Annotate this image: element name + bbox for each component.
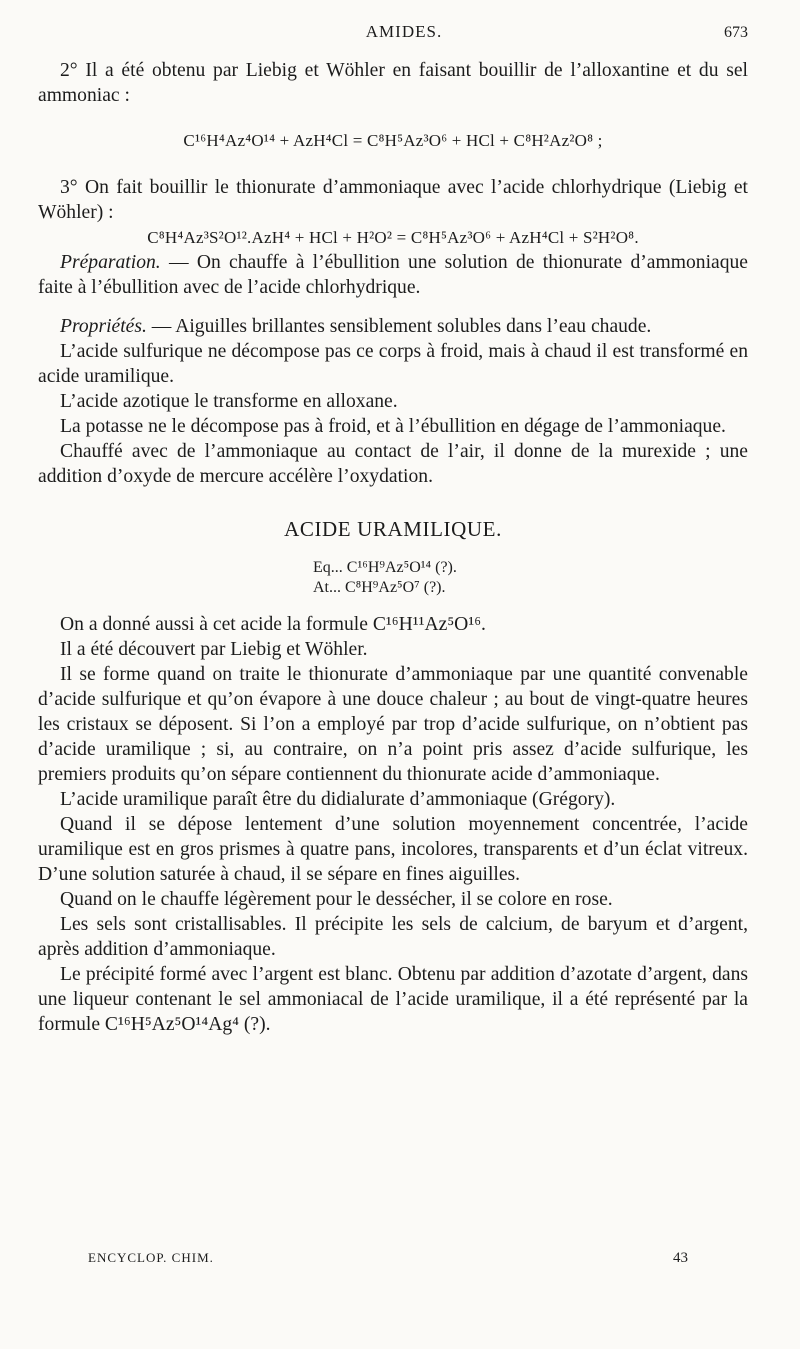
section-title: ACIDE URAMILIQUE. [284, 517, 502, 541]
footer-sheet-number: 43 [673, 1250, 688, 1266]
paragraph-azotique: L’acide azotique le transforme en alloxane. [60, 391, 398, 412]
paragraph-heating: Quand on le chauffe légèrement pour le dessécher, il se colore en rose. [60, 889, 613, 910]
paragraph-thionurate: 3° On fait bouillir le thionurate d’ammoniaque avec l’acide chlorhydrique (Liebig et Wöhler) : [38, 177, 748, 223]
paragraph-murexide: Chauffé avec de l’ammoniaque au contact de l’air, il donne de la murexide ; une addition d’oxyde de mercure accélère l’oxydation. [38, 441, 748, 487]
formula-block [273, 558, 513, 598]
paragraph-sulfuric: L’acide sulfurique ne décompose pas ce corps à froid, mais à chaud il est transformé en acide uramilique. [38, 341, 748, 387]
paragraph-properties [38, 314, 748, 339]
paragraph-formula: On a donné aussi à cet acide la formule C¹⁶H¹¹Az⁵O¹⁶. [60, 614, 486, 635]
spacer [38, 300, 748, 314]
paragraph-gregory: L’acide uramilique paraît être du didialurate d’ammoniaque (Grégory). [60, 789, 616, 810]
paragraph-alloxantine: 2° Il a été obtenu par Liebig et Wöhler en faisant bouillir de l’alloxantine et du sel ammoniac : [38, 60, 748, 106]
preparation-text: — On chauffe à l’ébullition une solution de thionurate d’ammoniaque faite à l’ébullition avec de l’acide chlorhydrique. [38, 252, 748, 298]
properties-label: Propriétés. [60, 316, 147, 337]
paragraph-discovery: Il a été découvert par Liebig et Wöhler. [60, 639, 368, 660]
footer-signature: ENCYCLOP. CHIM. [88, 1250, 214, 1265]
page-header [60, 22, 748, 50]
paragraph-silver: Le précipité formé avec l’argent est blanc. Obtenu par addition d’azotate d’argent, dans une liqueur contenant le sel ammoniacal de l’acide uramilique, il a été représenté par la formule C¹⁶H⁵Az⁵O¹⁴Ag⁴ (?). [38, 964, 748, 1035]
page-number: 673 [724, 24, 748, 41]
running-title: AMIDES. [365, 22, 443, 41]
atomic-formula: At... C⁸H⁹Az⁵O⁷ (?). [313, 579, 446, 596]
paragraph-preparation [38, 250, 748, 300]
paragraph-salts: Les sels sont cristallisables. Il précipite les sels de calcium, de baryum et d’argent, après addition d’ammoniaque. [38, 914, 748, 960]
page-body [38, 58, 748, 1037]
equivalent-formula: Eq... C¹⁶H⁹Az⁵O¹⁴ (?). [313, 559, 457, 576]
paragraph-crystals: Quand il se dépose lentement d’une solution moyennement concentrée, l’acide uramilique est en gros prismes à quatre pans, incolores, transparents et d’un éclat vitreux. D’une solution saturée à chaud, il se sépare en fines aiguilles. [38, 814, 748, 885]
properties-text: — Aiguilles brillantes sensiblement solubles dans l’eau chaude. [146, 316, 652, 337]
formula-thionurate: C⁸H⁴Az³S²O¹².AzH⁴ + HCl + H²O² = C⁸H⁵Az³O⁶ + AzH⁴Cl + S²H²O⁸. [147, 228, 639, 247]
paragraph-potasse: La potasse ne le décompose pas à froid, et à l’ébullition en dégage de l’ammoniaque. [60, 416, 726, 437]
preparation-label: Préparation. [60, 252, 161, 273]
page-footer [88, 1250, 688, 1274]
formula-alloxantine: C¹⁶H⁴Az⁴O¹⁴ + AzH⁴Cl = C⁸H⁵Az³O⁶ + HCl + C⁸H²Az²O⁸ ; [183, 131, 603, 150]
paragraph-formation: Il se forme quand on traite le thionurate d’ammoniaque par une quantité convenable d’acide sulfurique et qu’on évapore à une douce chaleur ; au bout de vingt-quatre heures les cristaux se déposent. Si l’on a employé par trop d’acide sulfurique, on n’obtient pas d’acide uramilique ; si, au contraire, on n’a point pris assez d’acide sulfurique, les premiers produits qu’on sépare contiennent du thionurate acide d’ammoniaque. [38, 664, 748, 785]
